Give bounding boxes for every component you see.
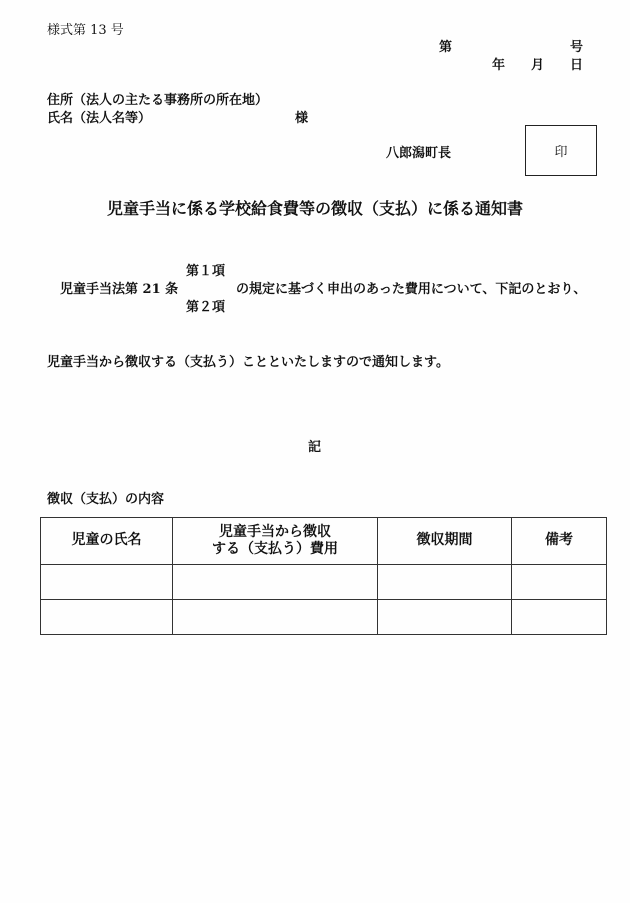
law-reference: 児童手当法第 21 条	[60, 282, 179, 297]
address-label: 住所（法人の主たる事務所の所在地）	[47, 93, 269, 108]
date-year: 年	[492, 58, 506, 73]
table-row	[41, 600, 607, 635]
table-cell	[378, 565, 512, 600]
table-header-row	[41, 518, 607, 565]
clause-1: 第１項	[186, 264, 226, 279]
header-period: 徴収期間	[378, 518, 512, 565]
header-fee-line-1: 児童手当から徴収	[219, 523, 331, 540]
table-cell	[41, 565, 173, 600]
body-line-1: の規定に基づく申出のあった費用について、下記のとおり、	[236, 282, 587, 297]
table-cell	[512, 565, 607, 600]
section-label: 徴収（支払）の内容	[47, 492, 165, 507]
doc-number-suffix: 号	[570, 40, 584, 55]
form-number: 様式第 13 号	[47, 23, 124, 38]
table-cell	[173, 600, 378, 635]
table-row	[41, 565, 607, 600]
table-cell	[378, 600, 512, 635]
header-fee	[173, 518, 378, 565]
doc-number-prefix: 第	[439, 40, 453, 55]
clause-2: 第２項	[186, 300, 226, 315]
body-line-2: 児童手当から徴収する（支払う）ことといたしますので通知します。	[47, 355, 449, 370]
table-cell	[41, 600, 173, 635]
issuer-title: 八郎潟町長	[386, 146, 452, 161]
header-remarks: 備考	[512, 518, 607, 565]
items-table	[40, 517, 607, 635]
seal-box	[525, 125, 597, 176]
name-label: 氏名（法人名等）	[47, 111, 152, 126]
document-title: 児童手当に係る学校給食費等の徴収（支払）に係る通知書	[106, 199, 523, 218]
header-fee-line-2: する（支払う）費用	[212, 541, 338, 557]
honorific: 様	[295, 111, 309, 126]
date-month: 月	[531, 58, 545, 73]
table-cell	[512, 600, 607, 635]
ki-heading: 記	[308, 440, 322, 455]
header-child-name: 児童の氏名	[41, 518, 173, 565]
table-cell	[173, 565, 378, 600]
date-day: 日	[570, 58, 584, 73]
seal-label: 印	[554, 145, 568, 160]
